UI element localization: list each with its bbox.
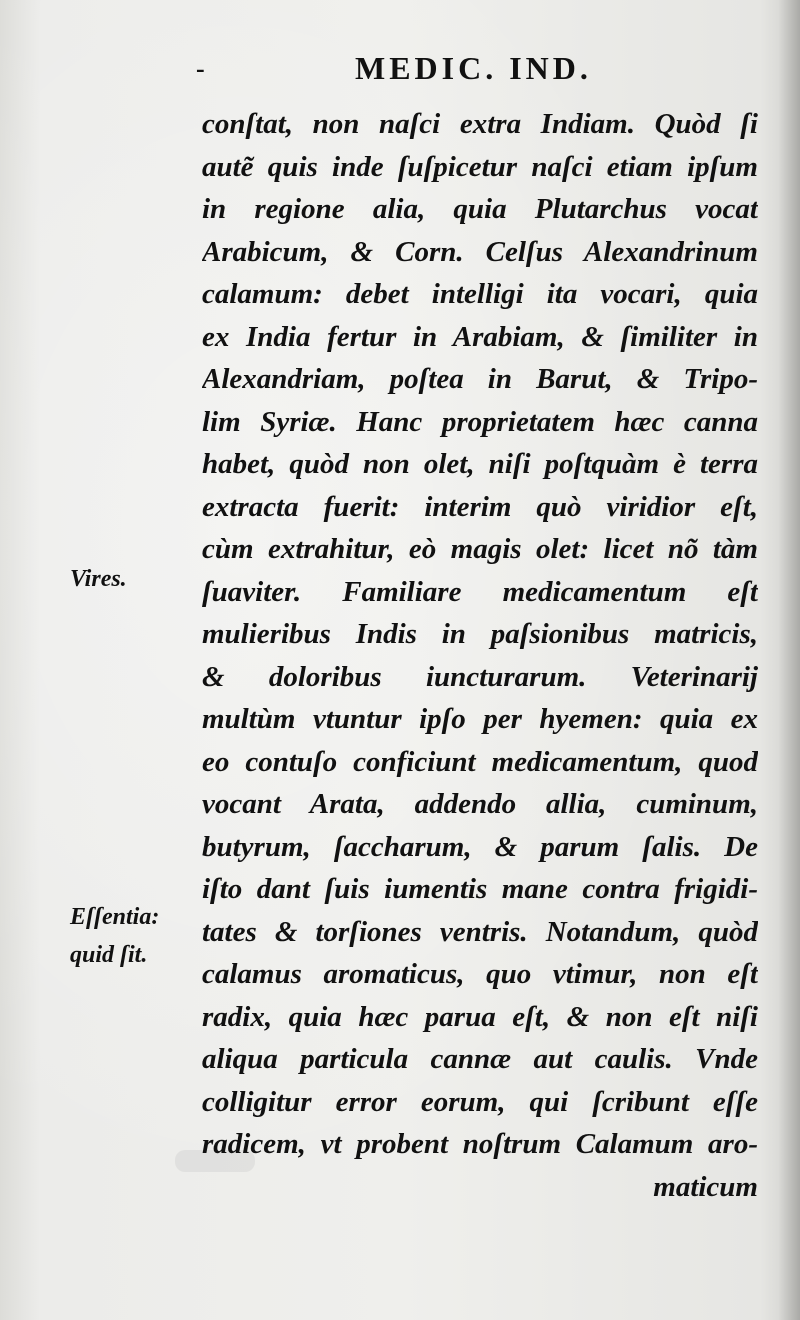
text-line: radix, quia hæc parua eſt, & non eſt niſi	[202, 1000, 758, 1033]
page-edge-shadow	[778, 0, 800, 1320]
text-line: ſuaviter. Familiare medicamentum eſt	[202, 575, 758, 608]
text-line: ex India fertur in Arabiam, & ſimiliter in	[202, 320, 758, 353]
running-head: MEDIC. IND.	[355, 50, 592, 86]
text-line: multùm vtuntur ipſo per hyemen: quia ex	[202, 703, 758, 735]
text-line: calamum: debet intelligi ita vocari, quia	[202, 278, 758, 310]
text-line: Alexandriam, poſtea in Barut, & Tripo-	[202, 363, 758, 395]
text-line: Arabicum, & Corn. Celſus Alexandrinum	[202, 235, 758, 268]
text-line: iſto dant ſuis iumentis mane contra frigidi-	[202, 873, 758, 905]
text-line: habet, quòd non olet, niſi poſtquàm è terra	[202, 448, 758, 480]
margin-note-essentia-line1: Eſſentia:	[70, 904, 160, 930]
text-line: aliqua particula cannæ aut caulis. Vnde	[202, 1043, 758, 1075]
text-line: mulieribus Indis in paſsionibus matricis,	[202, 618, 758, 650]
text-line: lim Syriæ. Hanc proprietatem hæc canna	[202, 405, 758, 438]
text-line: & doloribus iuncturarum. Veterinarij	[202, 660, 758, 693]
text-line: conſtat, non naſci extra Indiam. Quòd ſi	[202, 108, 758, 140]
margin-note-vires: Vires.	[70, 566, 127, 592]
margin-note-essentia	[70, 898, 159, 974]
text-line: vocant Arata, addendo allia, cuminum,	[202, 788, 758, 820]
catchword: maticum	[653, 1170, 758, 1203]
text-line: in regione alia, quia Plutarchus vocat	[202, 193, 758, 225]
text-line: eo contuſo conficiunt medicamentum, quod	[202, 745, 758, 778]
text-line: extracta fuerit: interim quò viridior eſt,	[202, 490, 758, 523]
body-text	[202, 103, 758, 1208]
header-dash: -	[196, 54, 205, 83]
text-line: cùm extrahitur, eò magis olet: licet nõ tàm	[202, 533, 758, 565]
text-line: calamus aromaticus, quo vtimur, non eſt	[202, 958, 758, 990]
text-line: tates & torſiones ventris. Notandum, quòd	[202, 915, 758, 948]
text-line: butyrum, ſaccharum, & parum ſalis. De	[202, 830, 758, 863]
text-line: colligitur error eorum, qui ſcribunt eſſe	[202, 1085, 758, 1118]
margin-note-essentia-line2: quid ſit.	[70, 942, 148, 968]
text-line: autẽ quis inde ſuſpicetur naſci etiam ipſum	[202, 150, 758, 183]
text-line: radicem, vt probent noſtrum Calamum aro-	[202, 1128, 758, 1160]
